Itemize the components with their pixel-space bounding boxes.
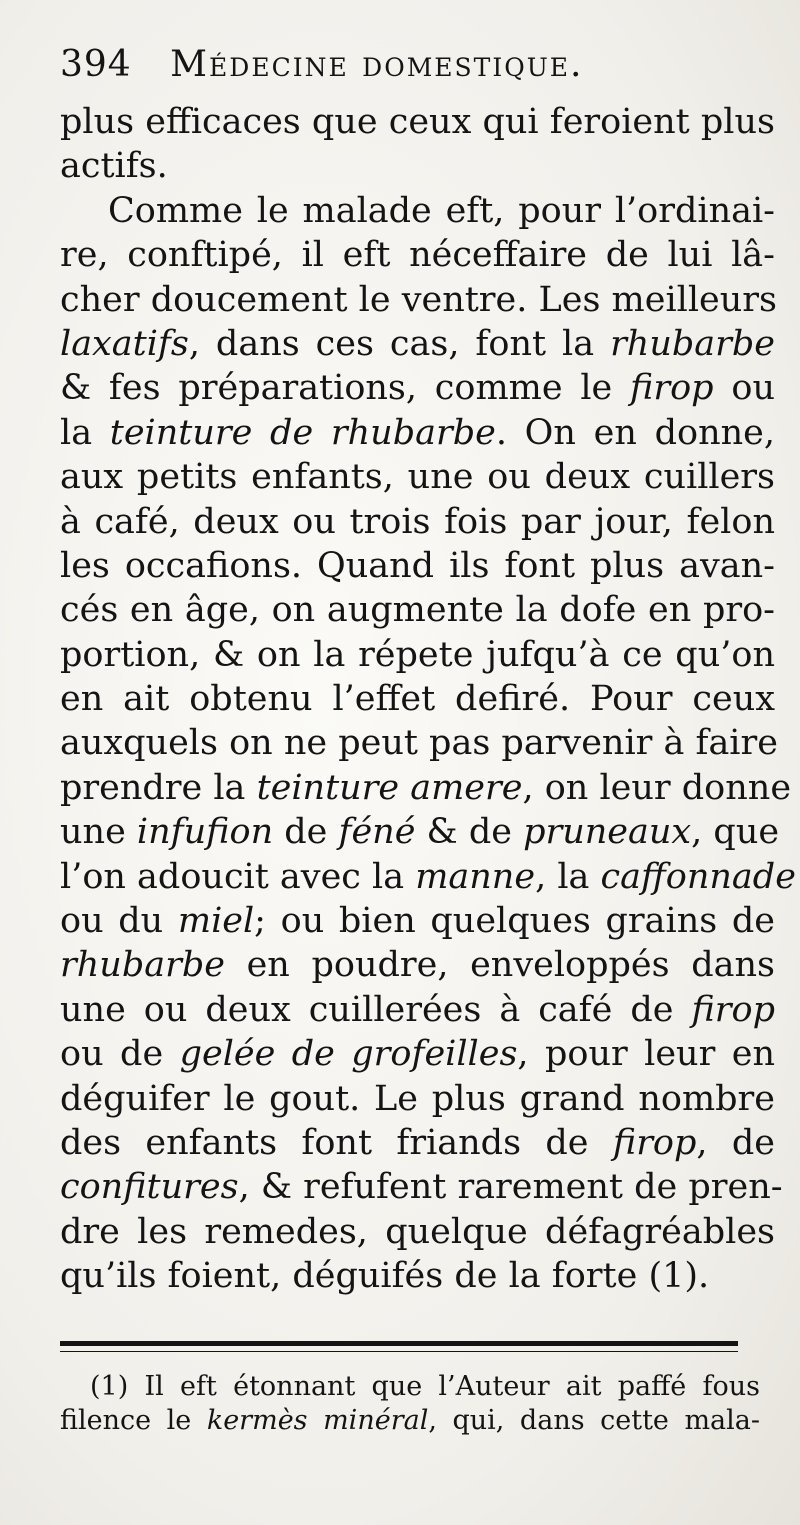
- text-span: à café, deux ou trois fois par jour, felon: [60, 501, 775, 542]
- text-span: (1) Il eft étonnant que l’Auteur ait paffé fous: [90, 1371, 760, 1402]
- italic-text: laxatifs: [60, 323, 189, 364]
- text-span: , pour leur en: [517, 1034, 775, 1075]
- text-span: la: [60, 412, 110, 453]
- running-title: Médecine domestique.: [170, 44, 584, 85]
- text-span: une ou deux cuillerées à café de: [60, 989, 692, 1030]
- text-span: filence le: [60, 1405, 207, 1436]
- italic-text: féné: [338, 812, 416, 853]
- text-span: ou de: [60, 1034, 180, 1075]
- text-span: des enfants font friands de: [60, 1122, 613, 1163]
- text-line: [60, 988, 775, 1032]
- text-line: [60, 1404, 760, 1438]
- text-line: [60, 721, 778, 765]
- italic-text: gelée de grofeilles: [179, 1034, 518, 1075]
- text-line: [60, 766, 792, 810]
- text-line: [60, 1210, 775, 1254]
- text-span: , de: [696, 1122, 775, 1163]
- text-span: actifs.: [60, 146, 168, 187]
- text-line: [60, 544, 775, 588]
- text-span: re, conftipé, il eft néceffaire de lui lâ-: [60, 235, 775, 276]
- text-span: plus efficaces que ceux qui feroient plus: [60, 102, 775, 142]
- italic-text: firop: [612, 1122, 697, 1163]
- text-span: déguifer le gout. Le plus grand nombre: [60, 1078, 775, 1119]
- text-span: . On en donne,: [495, 412, 776, 453]
- text-line: [60, 1077, 775, 1121]
- footnote: [60, 1370, 760, 1438]
- text-span: une: [60, 812, 137, 853]
- italic-text: rhubarbe: [610, 323, 775, 364]
- italic-text: firop: [691, 989, 775, 1030]
- text-line: [60, 144, 775, 188]
- text-line: [60, 411, 775, 455]
- text-span: , dans ces cas, font la: [188, 323, 611, 364]
- text-line: [60, 1165, 783, 1209]
- text-span: , la: [535, 856, 601, 897]
- text-line: [60, 855, 796, 899]
- text-span: auxquels on ne peut pas parvenir à faire: [60, 723, 778, 764]
- italic-text: firop: [630, 368, 714, 409]
- text-span: en poudre, enveloppés dans: [224, 945, 775, 986]
- text-span: Comme le malade eft, pour l’ordinai-: [108, 190, 775, 231]
- page-number: 394: [60, 44, 132, 85]
- italic-text: miel: [177, 901, 255, 942]
- italic-text: confitures: [60, 1167, 239, 1208]
- text-line: [60, 233, 775, 277]
- footnote-rule: [60, 1341, 738, 1346]
- italic-text: manne: [415, 856, 536, 897]
- footnote-rule-thin: [60, 1351, 738, 1352]
- text-span: ou: [713, 368, 775, 409]
- text-line: [60, 100, 775, 144]
- text-span: dre les remedes, quelque défagréables: [60, 1211, 775, 1252]
- text-line: [60, 633, 775, 677]
- italic-text: infufion: [136, 812, 274, 853]
- text-line: [60, 1254, 775, 1298]
- italic-text: teinture de rhubarbe: [109, 412, 496, 453]
- text-span: & de: [415, 812, 524, 853]
- text-span: & fes préparations, comme le: [60, 368, 631, 409]
- text-line: [60, 943, 775, 987]
- text-span: cher doucement le ventre. Les meilleurs: [60, 279, 777, 320]
- text-line: [60, 1370, 760, 1404]
- text-line: [60, 455, 775, 499]
- text-span: aux petits enfants, une ou deux cuillers: [60, 457, 775, 498]
- italic-text: teinture amere: [256, 767, 523, 808]
- text-line: [60, 677, 775, 721]
- text-line: [60, 810, 780, 854]
- text-span: portion, & on la répete jufqu’à ce qu’on: [60, 634, 775, 675]
- text-span: l’on adoucit avec la: [60, 856, 416, 897]
- text-span: ; ou bien quelques grains de: [254, 901, 775, 942]
- text-span: prendre la: [60, 767, 257, 808]
- text-span: ou du: [60, 901, 178, 942]
- text-line: [60, 366, 775, 410]
- text-span: , on leur donne: [522, 767, 792, 808]
- text-span: , qui, dans cette mala-: [428, 1405, 761, 1436]
- text-line: [60, 278, 775, 322]
- text-span: cés en âge, on augmente la dofe en pro-: [60, 590, 775, 631]
- italic-text: rhubarbe: [60, 945, 225, 986]
- running-header: [60, 44, 760, 104]
- text-line: [60, 588, 775, 632]
- italic-text: kermès minéral: [206, 1405, 429, 1436]
- text-span: qu’ils foient, déguifés de la forte (1).: [60, 1256, 710, 1297]
- text-span: en ait obtenu l’effet defiré. Pour ceux: [60, 679, 775, 720]
- text-line: [60, 1121, 775, 1165]
- text-line: [60, 189, 775, 233]
- body-text: [60, 100, 796, 1299]
- text-line: [60, 1032, 775, 1076]
- italic-text: pruneaux: [523, 812, 692, 853]
- text-line: [60, 899, 775, 943]
- text-line: [60, 500, 775, 544]
- text-span: de: [273, 812, 339, 853]
- text-line: [60, 322, 775, 366]
- text-span: les occafions. Quand ils font plus avan-: [60, 545, 775, 586]
- text-span: , que: [691, 812, 780, 853]
- italic-text: caffonnade: [600, 856, 796, 897]
- text-span: , & refufent rarement de pren-: [238, 1167, 783, 1208]
